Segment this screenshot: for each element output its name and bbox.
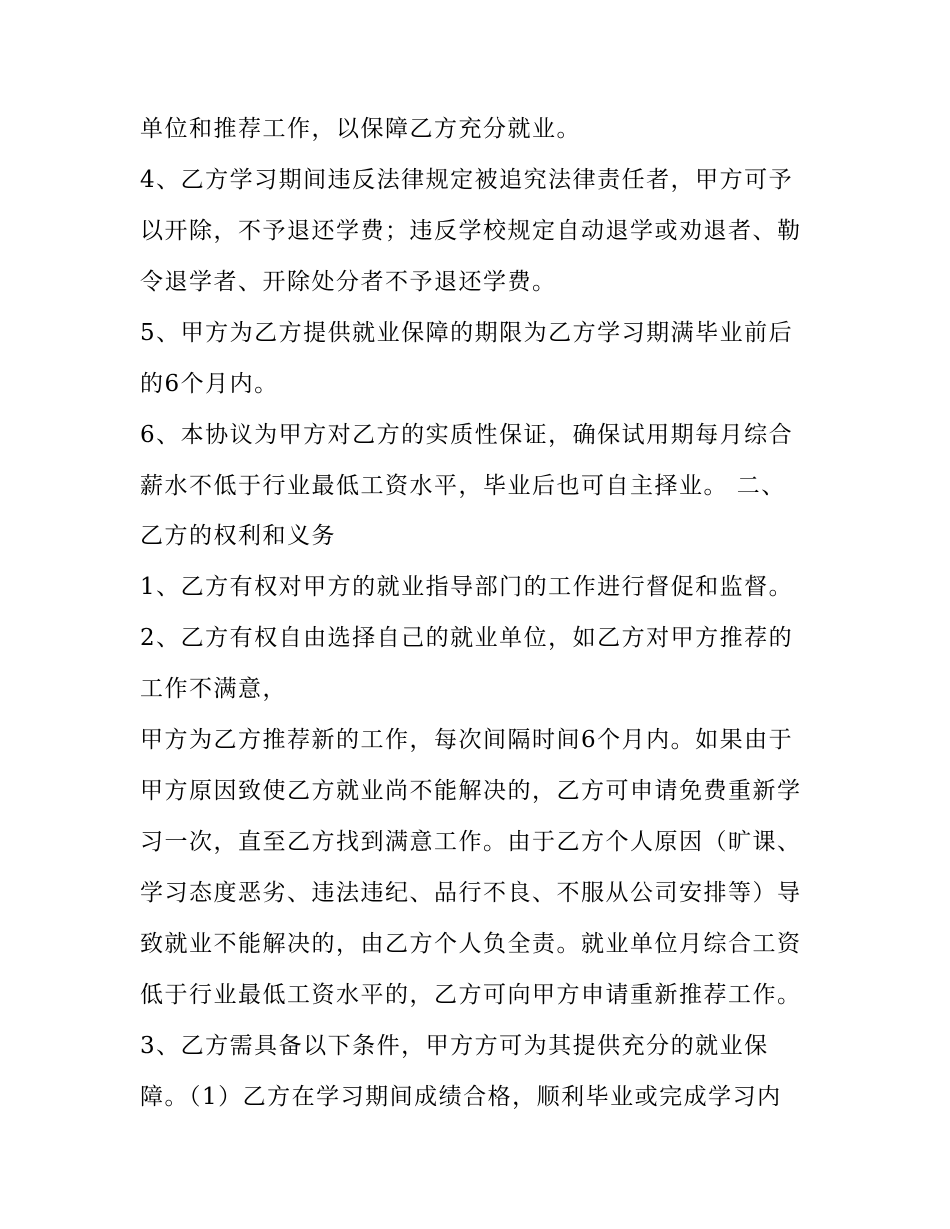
text-line: 甲方为乙方推荐新的工作，每次间隔时间6个月内。如果由于 [140, 727, 794, 753]
text-line: 2、乙方有权自由选择自己的就业单位，如乙方对甲方推荐的 [140, 625, 794, 651]
text-line: 习一次，直至乙方找到满意工作。由于乙方个人原因（旷课、 [140, 829, 802, 855]
text-line: 乙方的权利和义务 [140, 523, 336, 549]
text-line: 1、乙方有权对甲方的就业指导部门的工作进行督促和监督。 [140, 574, 794, 600]
text-line: 4、乙方学习期间违反法律规定被追究法律责任者，甲方可予 [140, 167, 794, 193]
text-line: 甲方原因致使乙方就业尚不能解决的，乙方可申请免费重新学 [140, 778, 802, 804]
text-line: 低于行业最低工资水平的，乙方可向甲方申请重新推荐工作。 [140, 982, 802, 1008]
text-line: 6、本协议为甲方对乙方的实质性保证，确保试用期每月综合 [140, 422, 794, 448]
text-line: 的6个月内。 [140, 371, 279, 397]
text-line: 致就业不能解决的，由乙方个人负全责。就业单位月综合工资 [140, 931, 802, 957]
text-line: 学习态度恶劣、违法违纪、品行不良、不服从公司安排等）导 [140, 880, 802, 906]
text-line: 5、甲方为乙方提供就业保障的期限为乙方学习期满毕业前后 [140, 320, 794, 346]
text-line: 障。（1）乙方在学习期间成绩合格，顺利毕业或完成学习内 [140, 1084, 782, 1110]
text-line: 工作不满意， [140, 676, 287, 702]
text-line: 令退学者、开除处分者不予退还学费。 [140, 269, 557, 295]
text-line: 以开除，不予退还学费；违反学校规定自动退学或劝退者、勒 [140, 218, 802, 244]
text-line: 3、乙方需具备以下条件，甲方方可为其提供充分的就业保 [140, 1033, 769, 1059]
text-line: 薪水不低于行业最低工资水平，毕业后也可自主择业。 二、 [140, 473, 786, 499]
text-line: 单位和推荐工作，以保障乙方充分就业。 [140, 116, 581, 142]
